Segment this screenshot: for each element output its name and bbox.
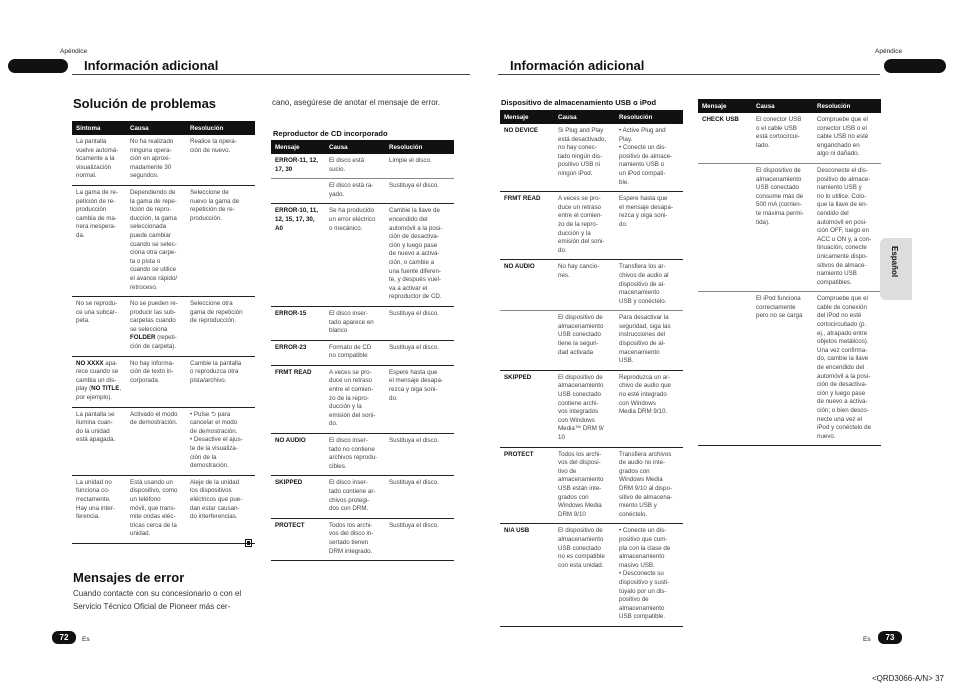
troubleshooting-title: Solución de problemas: [73, 96, 217, 111]
table-row: [271, 365, 454, 433]
message-cell: FRMT READ: [500, 192, 554, 260]
cause-cell: El dispositivo de almacenamiento USB conectado contiene archi- vos integrados con Windows Media™ DRM 9/ 10: [554, 370, 615, 447]
col-header-cause: Causa: [325, 140, 385, 154]
cause-cell: El disco inser- tado contiene ar- chivos protegi- dos con DRM.: [325, 476, 385, 518]
resolution-cell: Limpie el disco.: [385, 154, 454, 179]
cause-cell: Dependiendo de la gama de repe- tición de repro- ducción, la gama seleccionada puede cambiar cuando se selec- ciona otra carpe- ta o pista o cuando se utilice el avance rápido/ retroceso.: [126, 185, 186, 296]
resolution-cell: • Pulse ⮌ para cancelar el modo de demostración. • Desactive el ajus- te de la visualiza- ción de la demostración.: [186, 407, 255, 475]
table-row: [72, 135, 255, 185]
usb-title: Dispositivo de almacenamiento USB o iPod: [501, 98, 657, 107]
resolution-cell: Sustituya el disco.: [385, 340, 454, 365]
no-title-label: NO TITLE: [91, 385, 120, 393]
table-row: [271, 476, 454, 518]
resolution-cell: • Conecte un dis- positivo que cum- pla con la clase de almacenamiento masivo USB. • Desconecte su dispositivo y susti- túyalo por un dis- positivo de almacenamiento USB compatible.: [615, 524, 683, 627]
resolution-cell: Compruebe que el cable de conexión del iPod no esté cortocircuitado (p. ej., atrapado entre objetos metálicos). Una vez confirma- do, cambie la llave de encendido del automóvil a la posi- ción de desactiva- ción y luego pase de nuevo a activa- ción; o bien desco- necte una vez el iPod y conéctelo de nuevo.: [813, 292, 881, 446]
col-header-message: Mensaje: [500, 110, 554, 124]
page-number-right: 73: [878, 631, 902, 644]
cause-cell: No ha realizado ninguna opera- ción en aproxi- madamente 30 segundos.: [126, 135, 186, 185]
table-row: [500, 192, 683, 260]
col-header-message: Mensaje: [271, 140, 325, 154]
table-row: [698, 292, 881, 446]
message-cell: CHECK USB: [698, 113, 752, 163]
symptom-cell: [72, 356, 126, 407]
troubleshooting-table: [72, 121, 255, 544]
resolution-cell: Espere hasta que el mensaje desapa- rezca y oiga soni- do.: [615, 192, 683, 260]
language-code-right: Es: [863, 636, 871, 643]
cause-cell: Está usando un dispositivo, como un teléfono móvil, que trans- mite ondas eléc- tricas cerca de la unidad.: [126, 475, 186, 543]
table-row: [500, 260, 683, 311]
table-row: [72, 407, 255, 475]
cause-text: No se pueden re- producir las sub- carpetas cuando se selecciona: [130, 300, 178, 333]
col-header-resolution: Resolución: [186, 121, 255, 135]
header-pill-left: [8, 59, 68, 73]
cause-cell: Todos los archi- vos del disposi- tivo de almacenamiento USB están inte- grados con Windows Media DRM 9/10: [554, 447, 615, 524]
cause-cell: El conector USB o el cable USB está cortocircui- tado.: [752, 113, 813, 163]
col-header-resolution: Resolución: [615, 110, 683, 124]
resolution-cell: Seleccione otra gama de repetición de reproducción.: [186, 297, 255, 357]
col-header-cause: Causa: [126, 121, 186, 135]
section-title-right: Información adicional: [510, 58, 645, 73]
cause-cell: Todos los archi- vos del disco in- sertado tienen DRM integrado.: [325, 518, 385, 560]
cause-cell: El disco está sucio.: [325, 154, 385, 179]
symptom-text: , por ejemplo).: [76, 385, 122, 402]
table-row: [500, 370, 683, 447]
message-cell: ERROR-23: [271, 340, 325, 365]
cause-cell: Formato de CD no compatible: [325, 340, 385, 365]
no-xxxx-label: NO XXXX: [76, 359, 104, 367]
table-row: [72, 356, 255, 407]
table-row: [271, 434, 454, 476]
cause-cell: A veces se pro- duce un retraso entre el comien- zo de la repro- ducción y la emisión del soni- do.: [325, 365, 385, 433]
error-messages-title: Mensajes de error: [73, 570, 185, 585]
resolution-cell: Seleccione de nuevo la gama de repetición de re- producción.: [186, 185, 255, 296]
language-code-left: Es: [82, 636, 90, 643]
table-row: [72, 297, 255, 357]
symptom-text: apa- rece cuando se cambia un dis- play (: [76, 359, 119, 393]
symptom-cell: La pantalla se ilumina cuan- do la unidad está apagada.: [72, 407, 126, 475]
table-row: [500, 447, 683, 524]
cause-cell: El dispositivo de almacenamiento USB conectado consume más de 500 mA (corrien- te máxima permi- tida).: [752, 163, 813, 291]
cause-cell: El disco inser- tado no contiene archivos reprodu- cibles.: [325, 434, 385, 476]
table-row: [500, 311, 683, 371]
cause-cell: El iPod funciona correctamente pero no se carga: [752, 292, 813, 446]
message-cell: [271, 179, 325, 204]
usb-table: [500, 110, 683, 627]
language-side-tab: [880, 238, 912, 300]
col-header-resolution: Resolución: [385, 140, 454, 154]
side-tab-label: Español: [890, 246, 899, 278]
error-intro: Cuando contacte con su concesionario o con el Servicio Técnico Oficial de Pioneer más cer-: [73, 589, 242, 611]
col-header-cause: Causa: [554, 110, 615, 124]
cause-cell: El disco inser- tado aparece en blanco: [325, 306, 385, 340]
running-head-right: Apéndice: [875, 48, 903, 55]
resolution-cell: Compruebe que el conector USB o el cable USB no esté enganchado en algo ni dañado.: [813, 113, 881, 163]
table-row: [698, 163, 881, 291]
cause-cell: No hay informa- ción de texto in- corporada.: [126, 356, 186, 407]
col-header-cause: Causa: [752, 99, 813, 113]
message-cell: PROTECT: [271, 518, 325, 560]
cause-cell: El dispositivo de almacenamiento USB conectado no es compatible con esta unidad.: [554, 524, 615, 627]
message-cell: SKIPPED: [271, 476, 325, 518]
message-cell: ERROR-15: [271, 306, 325, 340]
resolution-cell: Desconecte el dis- positivo de almace- namiento USB y no lo utilice. Colo- que la llave de en- cendido del automóvil en posi- ción OFF, luego en ACC u ON y, a con- tinuación, conecte únicamente dispo- sitivos de almace- namiento USB compatibles.: [813, 163, 881, 291]
symptom-cell: La unidad no funciona co- rrectamente. Hay una inter- ferencia.: [72, 475, 126, 543]
table-row: [698, 113, 881, 163]
resolution-cell: Sustituya el disco.: [385, 179, 454, 204]
message-cell: NO DEVICE: [500, 124, 554, 192]
table-row: [72, 185, 255, 296]
usb-table-continued: [698, 99, 881, 446]
message-cell: [500, 311, 554, 371]
resolution-cell: Sustituya el disco.: [385, 306, 454, 340]
col-header-resolution: Resolución: [813, 99, 881, 113]
cause-cell: No hay cancio- nes.: [554, 260, 615, 311]
folder-label: FOLDER: [130, 334, 156, 342]
symptom-cell: La gama de re- petición de re- producción cambia de ma- nera inespera- da.: [72, 185, 126, 296]
cause-text: (repeti- ción de carpeta).: [130, 334, 177, 351]
cause-cell: Se ha producido un error eléctrico o mecánico.: [325, 204, 385, 307]
message-cell: NO AUDIO: [271, 434, 325, 476]
resolution-cell: Transfiera los ar- chivos de audio al dispositivo de al- macenamiento USB y conéctelo.: [615, 260, 683, 311]
resolution-cell: Realice la opera- ción de nuevo.: [186, 135, 255, 185]
message-cell: ERROR-10, 11, 12, 15, 17, 30, A0: [271, 204, 325, 307]
col-header-message: Mensaje: [698, 99, 752, 113]
cause-cell: A veces se pro- duce un retraso entre el comien- zo de la repro- ducción y la emisión del soni- do.: [554, 192, 615, 260]
section-title-left: Información adicional: [84, 58, 219, 73]
cause-cell: Activado el modo de demostración.: [126, 407, 186, 475]
resolution-cell: Cambie la pantalla o reproduzca otra pista/archivo.: [186, 356, 255, 407]
resolution-cell: Para desactivar la seguridad, siga las instrucciones del dispositivo de al- macenamiento USB.: [615, 311, 683, 371]
table-row: [500, 124, 683, 192]
page-number-left: 72: [52, 631, 76, 644]
header-pill-right: [884, 59, 946, 73]
table-row: [271, 154, 454, 179]
message-cell: [698, 292, 752, 446]
error-intro-continued: cano, asegúrese de anotar el mensaje de error.: [272, 98, 441, 107]
message-cell: ERROR-11, 12, 17, 30: [271, 154, 325, 179]
end-mark-icon: [245, 539, 252, 547]
resolution-cell: • Active Plug and Play. • Conecte un dis- positivo de almace- namiento USB o un iPod compati- ble.: [615, 124, 683, 192]
resolution-cell: Espere hasta que el mensaje desapa- rezca y oiga soni- do.: [385, 365, 454, 433]
table-row: [271, 518, 454, 560]
table-row: [271, 204, 454, 307]
cause-cell: Si Plug and Play está desactivado, no hay conec- tado ningún dis- positivo USB ni ningún iPod.: [554, 124, 615, 192]
message-cell: NO AUDIO: [500, 260, 554, 311]
document-code: <QRD3066-A/N> 37: [871, 674, 944, 683]
message-cell: SKIPPED: [500, 370, 554, 447]
resolution-cell: Sustituya el disco.: [385, 518, 454, 560]
table-row: [271, 340, 454, 365]
table-row: [271, 306, 454, 340]
symptom-cell: La pantalla vuelve automá- ticamente a la visualización normal.: [72, 135, 126, 185]
cause-cell: El disco está ra- yado.: [325, 179, 385, 204]
running-head-left: Apéndice: [60, 48, 88, 55]
table-row: [500, 524, 683, 627]
table-row: [271, 179, 454, 204]
section-rule-right: [498, 74, 880, 75]
resolution-cell: Transfiera archivos de audio no inte- grados con Windows Media DRM 9/10 al dispo- sitivo de almacena- miento USB y conéctelo.: [615, 447, 683, 524]
resolution-cell: Cambie la llave de encendido del automóvil a la posi- ción de desactiva- ción y luego pase de nuevo a activa- ción, o cambie a una fuente diferen- te, y después vuel- va a activar el reproductor de CD.: [385, 204, 454, 307]
resolution-cell: Sustituya el disco.: [385, 434, 454, 476]
cause-cell: [126, 297, 186, 357]
resolution-cell: Reproduzca un ar- chivo de audio que no esté integrado con Windows Media DRM 9/10.: [615, 370, 683, 447]
message-cell: [698, 163, 752, 291]
table-row: [72, 475, 255, 543]
section-rule-left: [72, 74, 470, 75]
resolution-cell: Sustituya el disco.: [385, 476, 454, 518]
symptom-cell: No se reprodu- ce una subcar- peta.: [72, 297, 126, 357]
message-cell: FRMT READ: [271, 365, 325, 433]
cd-player-title: Reproductor de CD incorporado: [273, 129, 388, 138]
col-header-symptom: Síntoma: [72, 121, 126, 135]
cd-player-table: [271, 140, 454, 561]
message-cell: PROTECT: [500, 447, 554, 524]
cause-cell: El dispositivo de almacenamiento USB conectado tiene la seguri- dad activada: [554, 311, 615, 371]
resolution-cell: Aleje de la unidad los dispositivos eléctricos que pue- dan estar causan- do interferencias.: [186, 475, 255, 543]
message-cell: N/A USB: [500, 524, 554, 627]
